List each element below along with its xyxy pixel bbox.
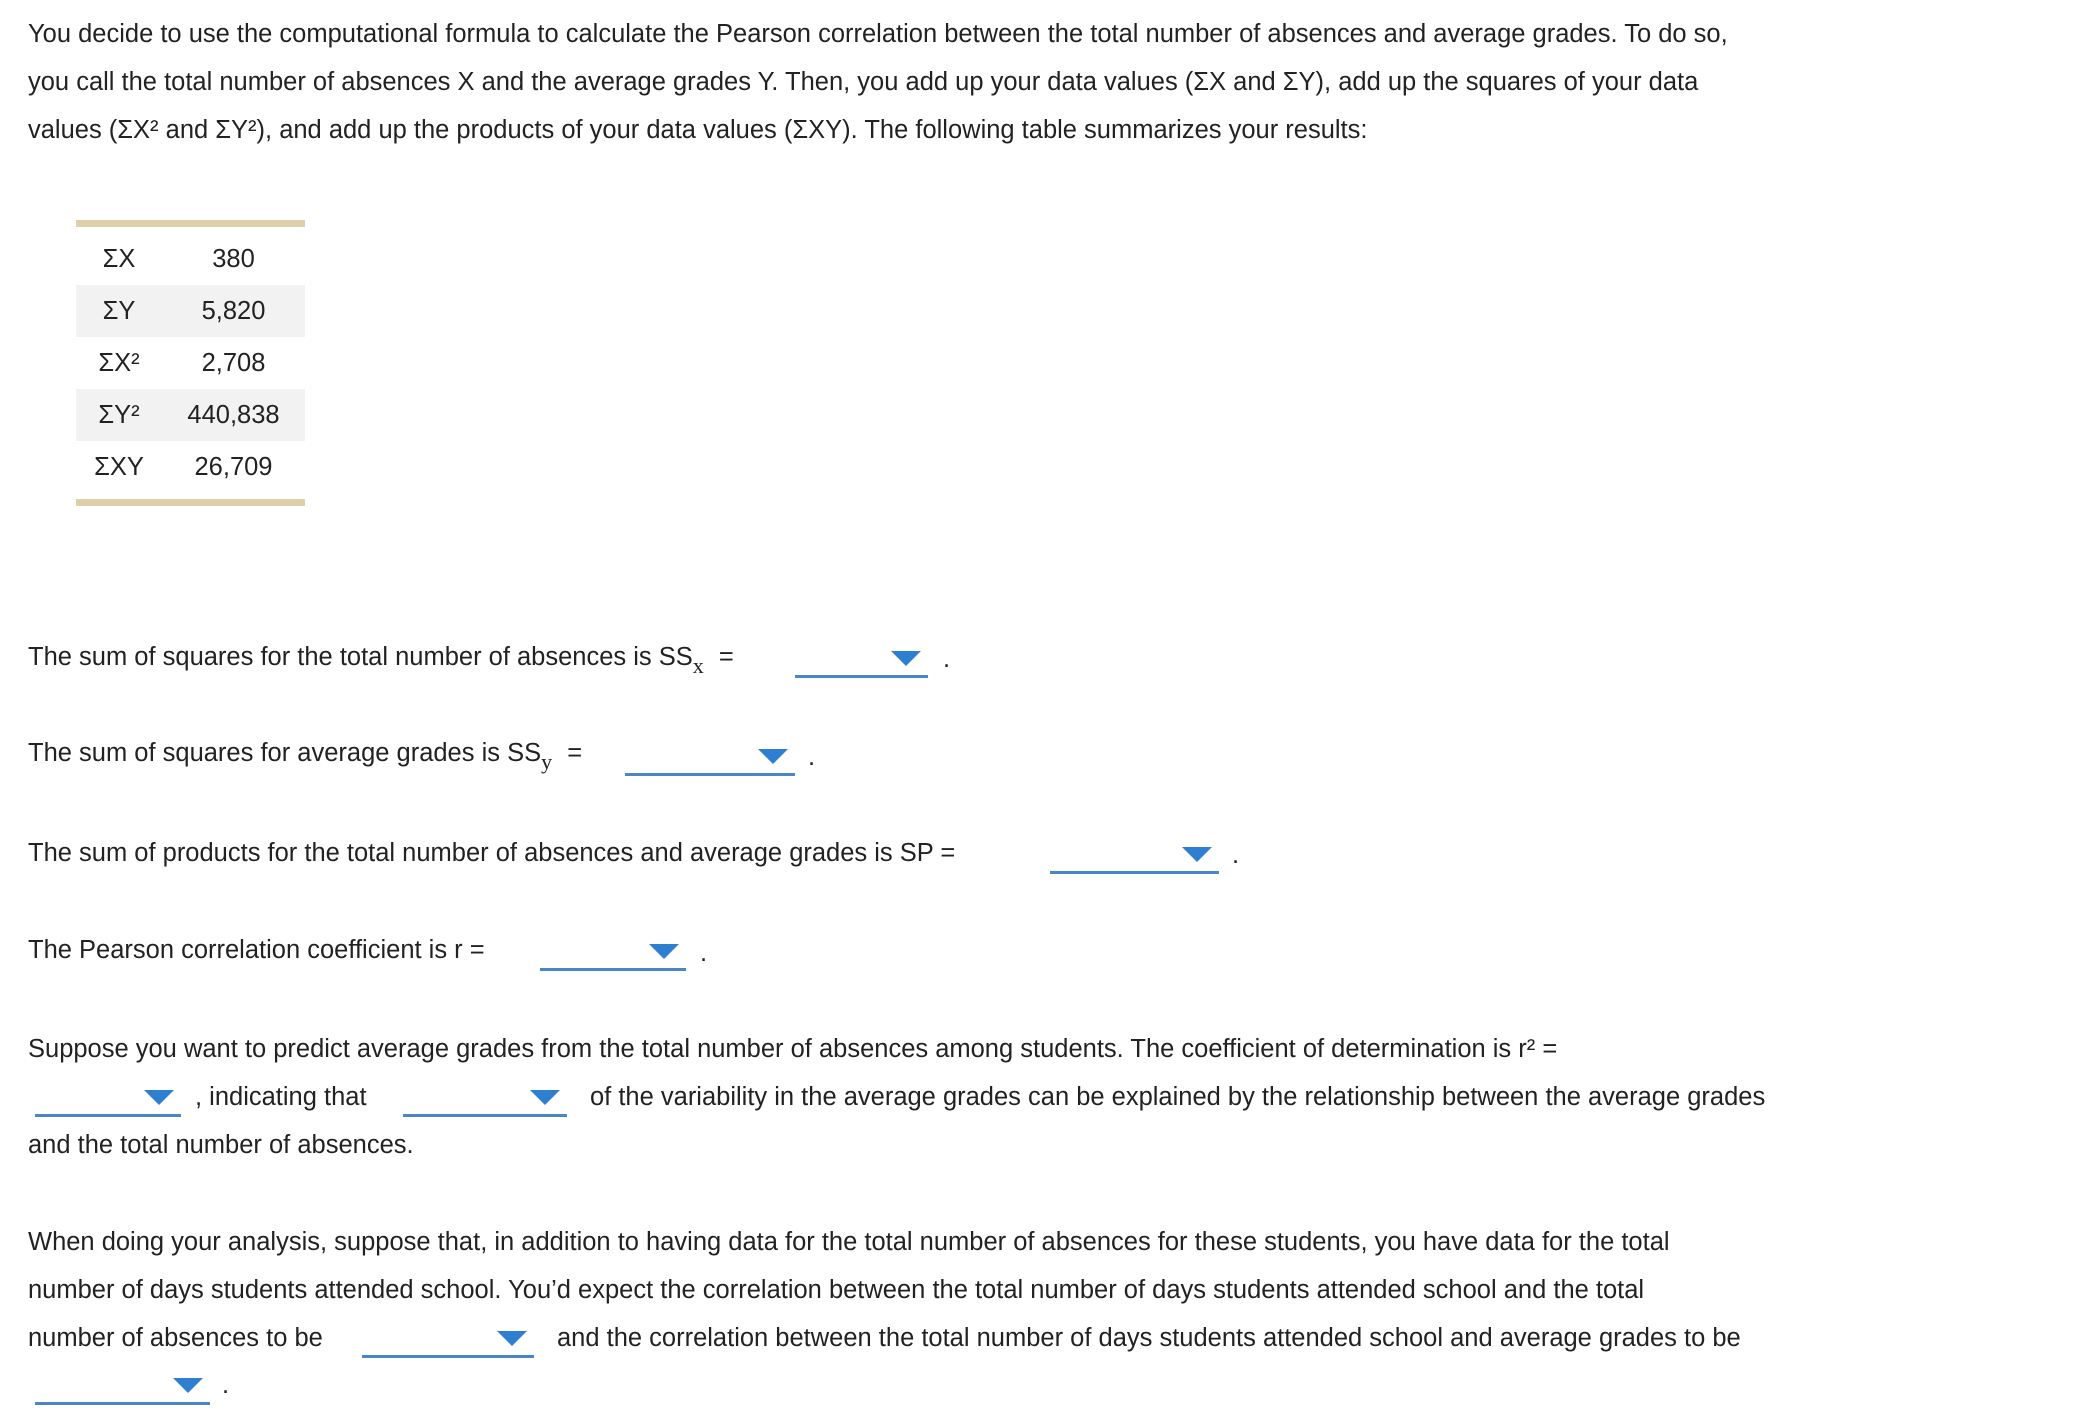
days-period: . bbox=[222, 1371, 230, 1399]
days-question-line-3b: and the correlation between the total number of days students attended school and average grades to be bbox=[557, 1324, 1741, 1352]
r2-question-line-1: Suppose you want to predict average grades from the total number of absences among students. The coefficient of determination is r² = bbox=[28, 1035, 1558, 1063]
table-row bbox=[76, 233, 305, 285]
ssx-question-text: The sum of squares for the total number of absences is SS bbox=[28, 643, 693, 671]
intro-line-3: values (ΣX² and ΣY²), and add up the products of your data values (ΣXY). The following table summarizes your results: bbox=[28, 116, 1368, 144]
table-row-symbol: ΣY bbox=[76, 285, 162, 337]
table-row-symbol: ΣX bbox=[102, 244, 136, 273]
ssx-subscript: x bbox=[692, 653, 704, 678]
ssy-equals: = bbox=[567, 739, 583, 767]
r-dropdown[interactable] bbox=[540, 940, 686, 971]
r-question: The Pearson correlation coefficient is r = bbox=[28, 936, 485, 964]
ssx-dropdown[interactable] bbox=[795, 647, 928, 678]
intro-line-2: you call the total number of absences X and the average grades Y. Then, you add up your data values (ΣX and ΣY), add up the squares of your data bbox=[28, 68, 1699, 96]
table-row-value: 2,708 bbox=[201, 348, 266, 377]
ssy-subscript: y bbox=[541, 749, 553, 774]
ssx-period: . bbox=[943, 645, 951, 673]
days-question-line-2: number of days students attended school. You’d expect the correlation between the total number of days students attended school and the total bbox=[28, 1276, 1645, 1304]
summary-table bbox=[76, 220, 305, 506]
ssx-equals: = bbox=[718, 643, 734, 671]
table-row bbox=[76, 441, 305, 493]
table-row bbox=[76, 285, 305, 337]
table-row-symbol: ΣY² bbox=[76, 389, 162, 441]
table-row-symbol: ΣXY bbox=[94, 452, 144, 481]
table-row-symbol: ΣX² bbox=[98, 348, 140, 377]
days-grades-correlation-dropdown[interactable] bbox=[35, 1374, 210, 1405]
table-row bbox=[76, 389, 305, 441]
ssy-dropdown[interactable] bbox=[625, 745, 795, 776]
intro-paragraph bbox=[28, 10, 1728, 154]
intro-line-1: You decide to use the computational formula to calculate the Pearson correlation between the total number of absences and average grades. To do so, bbox=[28, 20, 1728, 48]
variability-dropdown[interactable] bbox=[403, 1086, 567, 1117]
ssy-period: . bbox=[808, 743, 816, 771]
sp-question: The sum of products for the total number of absences and average grades is SP = bbox=[28, 839, 956, 867]
r2-comma-text: , indicating that bbox=[195, 1083, 367, 1111]
triangle-down-icon bbox=[649, 944, 679, 959]
r2-after-text: of the variability in the average grades can be explained by the relationship between the average grades bbox=[590, 1083, 1766, 1111]
table-row bbox=[76, 337, 305, 389]
triangle-down-icon bbox=[144, 1090, 174, 1105]
table-row-value: 380 bbox=[212, 244, 255, 273]
triangle-down-icon bbox=[497, 1331, 527, 1346]
sp-dropdown[interactable] bbox=[1050, 843, 1219, 874]
r2-dropdown[interactable] bbox=[35, 1086, 181, 1117]
days-question-line-1: When doing your analysis, suppose that, in addition to having data for the total number of absences for these students, you have data for the total bbox=[28, 1228, 1670, 1256]
sp-period: . bbox=[1232, 841, 1240, 869]
ssy-question-text: The sum of squares for average grades is SS bbox=[28, 739, 542, 767]
days-absences-correlation-dropdown[interactable] bbox=[362, 1327, 534, 1358]
r2-question-line-3: and the total number of absences. bbox=[28, 1131, 414, 1159]
ssx-question bbox=[28, 641, 734, 678]
triangle-down-icon bbox=[1182, 847, 1212, 862]
table-row-value: 440,838 bbox=[162, 389, 305, 441]
ssy-question bbox=[28, 737, 583, 774]
table-row-value: 26,709 bbox=[194, 452, 273, 481]
triangle-down-icon bbox=[173, 1378, 203, 1393]
triangle-down-icon bbox=[891, 651, 921, 666]
table-row-value: 5,820 bbox=[162, 285, 305, 337]
triangle-down-icon bbox=[758, 749, 788, 764]
triangle-down-icon bbox=[530, 1090, 560, 1105]
days-question-line-3a: number of absences to be bbox=[28, 1324, 323, 1352]
r-period: . bbox=[700, 939, 708, 967]
